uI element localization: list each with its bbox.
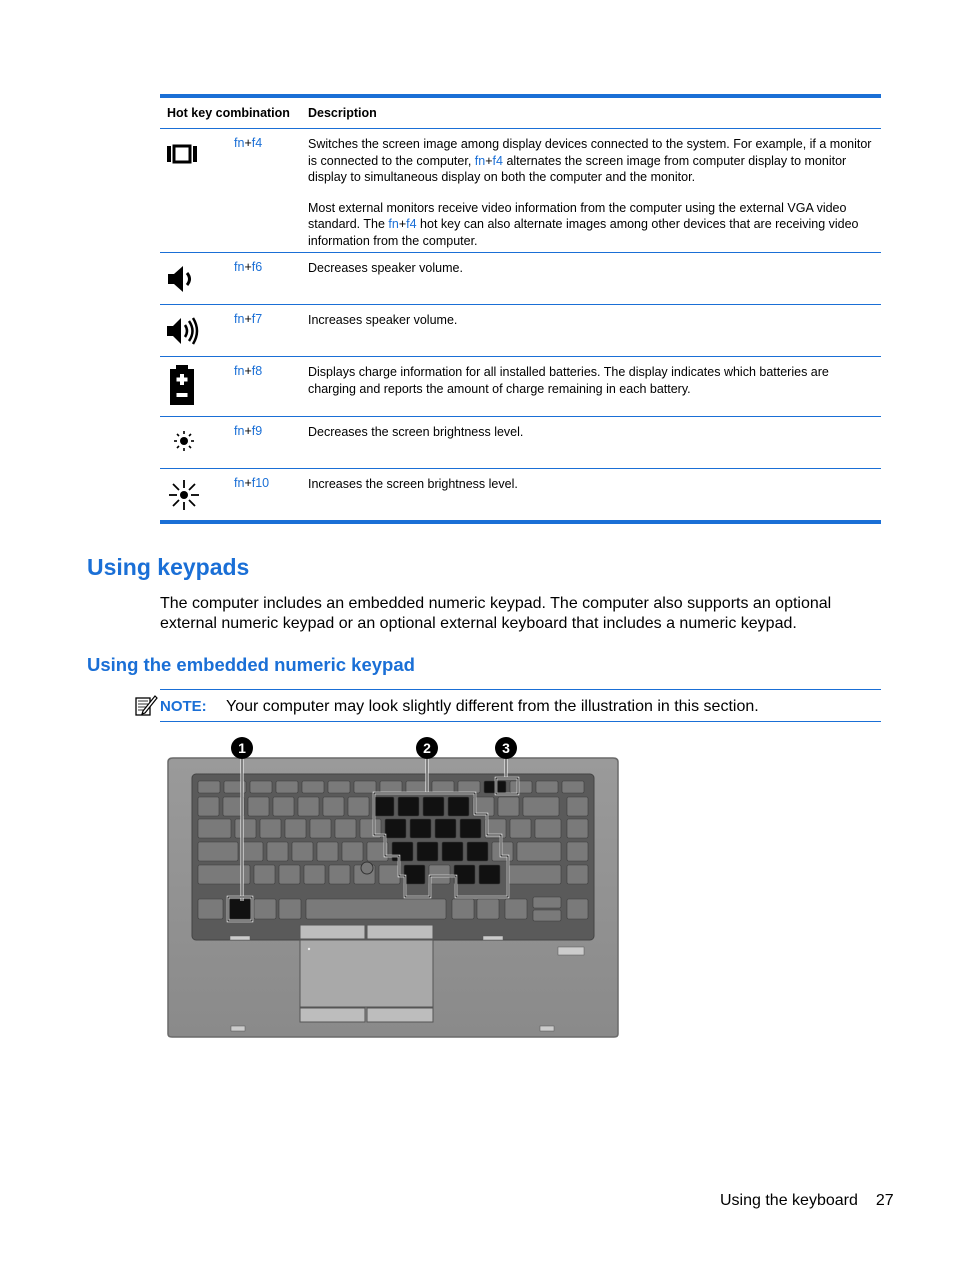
- table-row: [160, 417, 881, 469]
- svg-text:1: 1: [238, 740, 246, 756]
- keyboard-key: [242, 842, 263, 861]
- table-row: [160, 469, 881, 520]
- keyboard-key: [329, 865, 350, 884]
- keyboard-key: [317, 842, 338, 861]
- keyboard-key: [198, 899, 223, 919]
- section-title: Using keypads: [87, 554, 250, 580]
- keyboard-key: [279, 865, 300, 884]
- volume-up-icon: [164, 313, 200, 349]
- table-row: [160, 129, 881, 253]
- note-box: [160, 689, 881, 722]
- keyboard-key: [523, 797, 559, 816]
- keyboard-key: [302, 781, 324, 793]
- keyboard-key: [567, 899, 588, 919]
- keyboard-key: [508, 865, 561, 884]
- keyboard-key: [298, 797, 319, 816]
- keyboard-key: [304, 865, 325, 884]
- keyboard-key: [292, 842, 313, 861]
- keyboard-key: [460, 819, 481, 838]
- keyboard-key: [254, 865, 275, 884]
- keyboard-key: [285, 819, 306, 838]
- table-row: [160, 357, 881, 417]
- display-switch-icon: [164, 137, 200, 173]
- callout-1: [231, 737, 253, 759]
- keyboard-key: [306, 899, 446, 919]
- keyboard-key: [279, 899, 301, 919]
- keyboard-key: [229, 899, 251, 919]
- row-description: Decreases the screen brightness level.: [308, 425, 524, 439]
- keyboard-key: [467, 842, 488, 861]
- keyboard-key: [250, 781, 272, 793]
- keyboard-key: [380, 781, 402, 793]
- keyboard-key: [429, 865, 450, 884]
- page-number: 27: [875, 1192, 894, 1209]
- hotkey-table: [160, 94, 881, 524]
- keyboard-key: [562, 781, 584, 793]
- callout-3: [495, 737, 517, 759]
- note-text: Your computer may look slightly different from the illustration in this section.: [226, 698, 759, 715]
- callout-2: [416, 737, 438, 759]
- keyboard-key: [510, 781, 532, 793]
- header-hotkey: Hot key combination: [167, 106, 290, 120]
- battery-icon: [164, 363, 200, 407]
- keyboard-key: [392, 842, 413, 861]
- keyboard-key: [510, 819, 531, 838]
- footer-chapter: Using the keyboard: [720, 1192, 858, 1209]
- keyboard-key: [404, 865, 425, 884]
- svg-text:3: 3: [502, 740, 510, 756]
- keyboard-key: [410, 819, 431, 838]
- note-icon: [134, 693, 158, 717]
- row-description: Increases speaker volume.: [308, 313, 458, 327]
- keyboard-key: [310, 819, 331, 838]
- keyboard-key: [254, 899, 276, 919]
- keyboard-key: [342, 842, 363, 861]
- keyboard-key: [198, 797, 219, 816]
- hotkey-label: fn+f9: [234, 424, 263, 438]
- page-footer: [720, 1192, 894, 1210]
- hotkey-label: fn+f6: [234, 260, 263, 274]
- keyboard-key: [452, 899, 474, 919]
- keyboard-key: [385, 819, 406, 838]
- keyboard-key: [335, 819, 356, 838]
- keyboard-key: [533, 897, 561, 908]
- table-row: [160, 253, 881, 305]
- keyboard-key: [535, 819, 561, 838]
- row-description: Decreases speaker volume.: [308, 261, 463, 275]
- keyboard-key: [267, 842, 288, 861]
- note-label: NOTE:: [160, 698, 207, 715]
- keyboard-key: [567, 865, 588, 884]
- keyboard-key: [323, 797, 344, 816]
- keyboard-key: [448, 797, 469, 816]
- keyboard-key: [417, 842, 438, 861]
- keyboard-key: [442, 842, 463, 861]
- keyboard-key: [373, 797, 394, 816]
- row-description: Increases the screen brightness level.: [308, 477, 518, 491]
- subsection-title: Using the embedded numeric keypad: [87, 654, 415, 675]
- keyboard-key: [328, 781, 350, 793]
- table-bottom-rule: [160, 520, 881, 524]
- keyboard-key: [479, 865, 500, 884]
- keyboard-key: [198, 842, 238, 861]
- row-description: Switches the screen image among display devices connected to the system. For example, if a monitor is connected to the computer, fn+f4 alternates the screen image from computer display to monitor display to simultaneous display on both the computer and the monitor. Most external monitors receive video information from the computer using the external VGA video standard. The fn+f4 hot key can also alternate images among other devices that are receiving video information from the computer.: [308, 137, 872, 248]
- keyboard-key: [492, 842, 513, 861]
- volume-down-icon: [164, 261, 200, 297]
- table-header-row: [160, 98, 881, 129]
- hotkey-label: fn+f4: [234, 136, 263, 150]
- keyboard-key: [567, 842, 588, 861]
- keyboard-key: [276, 781, 298, 793]
- hotkey-label: fn+f8: [234, 364, 263, 378]
- keyboard-key: [406, 781, 428, 793]
- keyboard-key: [398, 797, 419, 816]
- keyboard-key: [435, 819, 456, 838]
- keyboard-key: [498, 797, 519, 816]
- keyboard-key: [379, 865, 400, 884]
- keyboard-key: [477, 899, 499, 919]
- brightness-up-icon: [164, 477, 200, 513]
- keyboard-key: [458, 781, 480, 793]
- keyboard-key: [432, 781, 454, 793]
- hotkey-label: fn+f10: [234, 476, 270, 490]
- row-description: Displays charge information for all installed batteries. The display indicates which batteries are charging and reports the amount of charge remaining in each battery.: [308, 365, 829, 396]
- keyboard-illustration: [165, 734, 621, 1040]
- table-row: [160, 305, 881, 357]
- keyboard-key: [567, 797, 588, 816]
- keyboard-key: [423, 797, 444, 816]
- keyboard-key: [517, 842, 561, 861]
- section-intro: The computer includes an embedded numeric keypad. The computer also supports an optional external numeric keypad or an optional external keyboard that includes a numeric keypad.: [160, 595, 832, 632]
- header-description: Description: [308, 106, 377, 120]
- svg-text:2: 2: [423, 740, 431, 756]
- keyboard-key: [533, 910, 561, 921]
- brightness-down-icon: [164, 425, 200, 461]
- keyboard-key: [348, 797, 369, 816]
- keyboard-key: [198, 781, 220, 793]
- hotkey-label: fn+f7: [234, 312, 263, 326]
- keyboard-key: [567, 819, 588, 838]
- keyboard-key: [198, 819, 231, 838]
- keyboard-key: [248, 797, 269, 816]
- keyboard-key: [354, 781, 376, 793]
- keyboard-key: [505, 899, 527, 919]
- keyboard-key: [536, 781, 558, 793]
- keyboard-key: [235, 819, 256, 838]
- keyboard-key: [273, 797, 294, 816]
- keyboard-key: [260, 819, 281, 838]
